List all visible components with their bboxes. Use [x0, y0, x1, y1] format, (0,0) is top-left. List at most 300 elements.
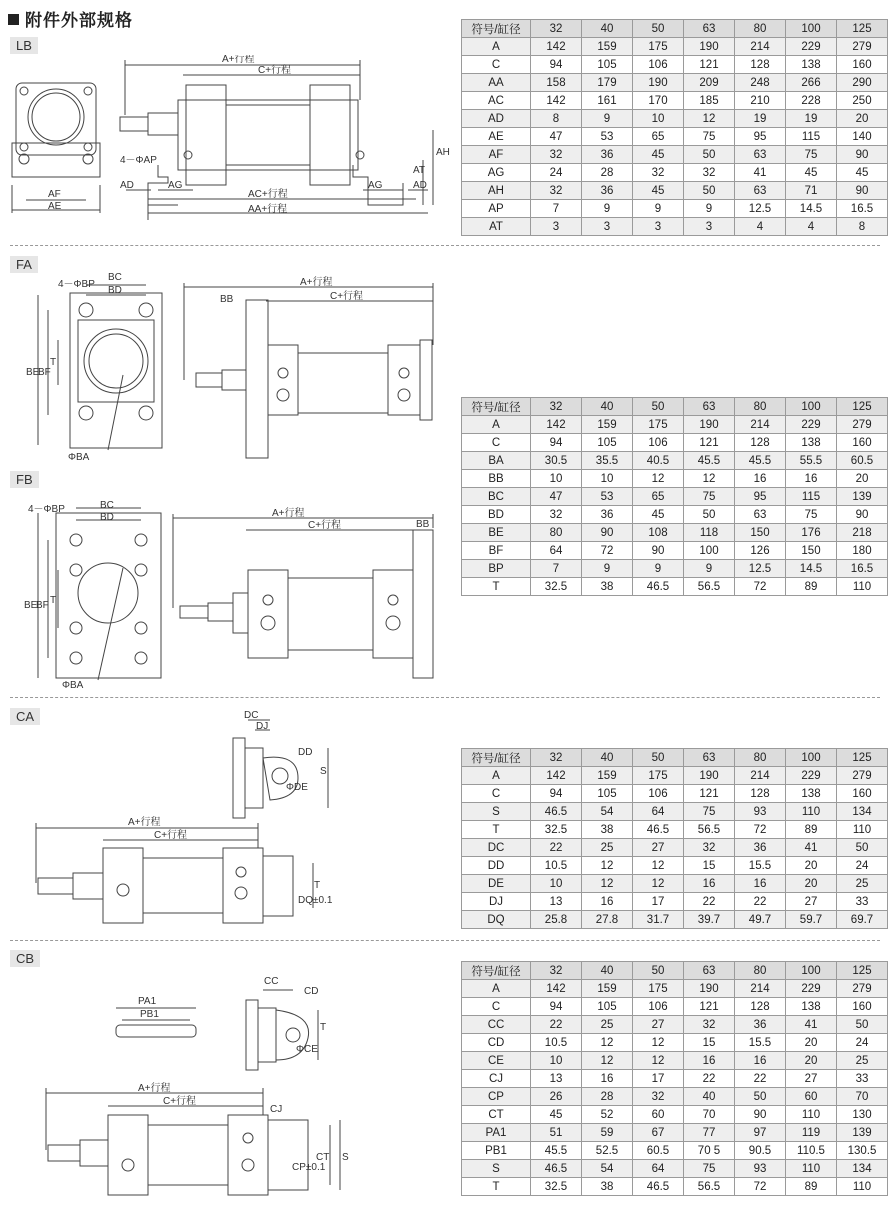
table-cell: 110.5 — [786, 1142, 837, 1160]
table-header-row — [462, 398, 888, 416]
table-cell: 290 — [837, 74, 888, 92]
table-cell: 32 — [633, 164, 684, 182]
table-cell: 12 — [633, 857, 684, 875]
table-cell: PB1 — [462, 1142, 531, 1160]
table-cell: 7 — [531, 200, 582, 218]
cb-dim-ce: ΦCE — [296, 1044, 318, 1055]
table-cell: 17 — [633, 1070, 684, 1088]
table-cell: BP — [462, 560, 531, 578]
table-cell: 279 — [837, 416, 888, 434]
table-cell: 20 — [786, 857, 837, 875]
table-header-cell: 符号/缸径 — [462, 962, 531, 980]
table-cell: 27.8 — [582, 911, 633, 929]
table-cell: 126 — [735, 542, 786, 560]
table-cell: 110 — [786, 1160, 837, 1178]
table-cell: C — [462, 998, 531, 1016]
table-cell: 56.5 — [684, 821, 735, 839]
table-cell: 50 — [684, 506, 735, 524]
table-cell: 38 — [582, 578, 633, 596]
table-cell: 41 — [786, 839, 837, 857]
table-cell: 59.7 — [786, 911, 837, 929]
table-header-cell: 80 — [735, 749, 786, 767]
fa-dim-a-stroke: A+行程 — [300, 277, 333, 288]
table-header-cell: 40 — [582, 962, 633, 980]
lb-dim-ad-left: AD — [120, 180, 134, 191]
fb-dim-bf: BF — [36, 600, 49, 611]
table-header-cell: 80 — [735, 20, 786, 38]
table-header-cell: 符号/缸径 — [462, 20, 531, 38]
table-cell: 105 — [582, 785, 633, 803]
table-cell: 24 — [531, 164, 582, 182]
fb-drawing — [8, 498, 453, 693]
table-cell: BD — [462, 506, 531, 524]
table-cell: A — [462, 38, 531, 56]
table-cell: 70 — [684, 1106, 735, 1124]
table-cell: 36 — [582, 182, 633, 200]
table-cell: 10 — [531, 1052, 582, 1070]
table-cell: 10 — [582, 470, 633, 488]
table-cell: 105 — [582, 998, 633, 1016]
table-cell: AC — [462, 92, 531, 110]
table-cell: BF — [462, 542, 531, 560]
table-header-cell: 32 — [531, 962, 582, 980]
table-cell: 16.5 — [837, 560, 888, 578]
table-cell: 159 — [582, 38, 633, 56]
table-cell: 175 — [633, 980, 684, 998]
table-header-cell: 100 — [786, 749, 837, 767]
table-cell: 10.5 — [531, 1034, 582, 1052]
fa-dim-bb: BB — [220, 294, 234, 305]
table-cell: 229 — [786, 980, 837, 998]
table-cell: 209 — [684, 74, 735, 92]
table-row — [462, 839, 888, 857]
table-cell: 106 — [633, 998, 684, 1016]
table-cell: 22 — [735, 1070, 786, 1088]
table-cell: S — [462, 803, 531, 821]
table-cell: 150 — [786, 542, 837, 560]
table-cell: AA — [462, 74, 531, 92]
ca-dim-t: T — [314, 880, 321, 891]
table-cell: 93 — [735, 1160, 786, 1178]
table-cell: 95 — [735, 128, 786, 146]
table-cell: 14.5 — [786, 200, 837, 218]
table-cell: 160 — [837, 998, 888, 1016]
cb-spec-table — [461, 961, 888, 1196]
table-cell: 139 — [837, 1124, 888, 1142]
table-cell: 218 — [837, 524, 888, 542]
table-cell: 16.5 — [837, 200, 888, 218]
table-header-cell: 符号/缸径 — [462, 749, 531, 767]
table-cell: 128 — [735, 785, 786, 803]
table-cell: 121 — [684, 785, 735, 803]
table-header-cell: 50 — [633, 20, 684, 38]
table-cell: 32.5 — [531, 1178, 582, 1196]
table-cell: 16 — [684, 1052, 735, 1070]
table-cell: 121 — [684, 56, 735, 74]
table-cell: 33 — [837, 893, 888, 911]
table-cell: 12 — [582, 875, 633, 893]
table-cell: CC — [462, 1016, 531, 1034]
table-cell: 41 — [786, 1016, 837, 1034]
table-cell: 12.5 — [735, 200, 786, 218]
table-cell: 64 — [633, 803, 684, 821]
cb-dim-cc: CC — [264, 976, 279, 987]
ca-dim-fde: ΦDE — [286, 782, 308, 793]
table-cell: 40 — [684, 1088, 735, 1106]
ca-dim-dc: DC — [244, 710, 259, 721]
fa-dim-ba: ΦBA — [68, 452, 90, 463]
table-header-cell: 125 — [837, 962, 888, 980]
table-cell: 60.5 — [837, 452, 888, 470]
table-header-cell: 50 — [633, 749, 684, 767]
table-cell: DC — [462, 839, 531, 857]
fb-dim-bc: BC — [100, 500, 114, 511]
table-row — [462, 1034, 888, 1052]
fb-dim-a-stroke: A+行程 — [272, 508, 305, 519]
table-cell: 50 — [684, 182, 735, 200]
table-cell: 24 — [837, 857, 888, 875]
table-cell: 15.5 — [735, 1034, 786, 1052]
table-cell: 142 — [531, 767, 582, 785]
table-cell: 40.5 — [633, 452, 684, 470]
ca-dim-dd: DD — [298, 747, 313, 758]
table-row — [462, 1088, 888, 1106]
lb-dim-ae: AE — [48, 201, 62, 212]
table-row — [462, 1070, 888, 1088]
table-cell: 175 — [633, 38, 684, 56]
ca-dim-dj: DJ — [256, 721, 269, 732]
table-cell: 27 — [633, 1016, 684, 1034]
table-cell: 12 — [684, 110, 735, 128]
table-cell: 46.5 — [633, 1178, 684, 1196]
table-cell: 46.5 — [531, 1160, 582, 1178]
table-cell: 159 — [582, 980, 633, 998]
table-cell: 45 — [633, 182, 684, 200]
table-cell: 10 — [531, 875, 582, 893]
table-cell: 130.5 — [837, 1142, 888, 1160]
table-cell: 214 — [735, 416, 786, 434]
table-header-cell: 40 — [582, 749, 633, 767]
table-header-cell: 125 — [837, 20, 888, 38]
table-cell: 69.7 — [837, 911, 888, 929]
table-cell: 142 — [531, 980, 582, 998]
table-cell: 50 — [735, 1088, 786, 1106]
ca-dim-a-stroke: A+行程 — [128, 817, 161, 828]
table-cell: 94 — [531, 434, 582, 452]
table-cell: 8 — [837, 218, 888, 236]
table-cell: CD — [462, 1034, 531, 1052]
table-cell: 134 — [837, 1160, 888, 1178]
table-cell: 56.5 — [684, 578, 735, 596]
table-cell: 190 — [684, 767, 735, 785]
table-cell: 75 — [786, 506, 837, 524]
table-cell: BE — [462, 524, 531, 542]
cb-dim-ct: CT — [316, 1152, 330, 1163]
fb-dim-bb: BB — [416, 519, 430, 530]
table-cell: 95 — [735, 488, 786, 506]
table-header-cell: 63 — [684, 749, 735, 767]
table-cell: 279 — [837, 38, 888, 56]
divider — [10, 697, 880, 698]
table-cell: C — [462, 785, 531, 803]
fb-spec-table — [461, 397, 888, 596]
lb-dim-ac-stroke: AC+行程 — [248, 189, 288, 200]
table-row — [462, 1142, 888, 1160]
table-cell: 14.5 — [786, 560, 837, 578]
table-row — [462, 128, 888, 146]
table-cell: 9 — [684, 200, 735, 218]
fb-dim-t: T — [50, 595, 57, 606]
table-cell: 45 — [786, 164, 837, 182]
table-cell: 115 — [786, 128, 837, 146]
table-cell: 190 — [633, 74, 684, 92]
table-cell: T — [462, 578, 531, 596]
table-row — [462, 146, 888, 164]
table-header-cell: 40 — [582, 20, 633, 38]
fa-dim-bd: BD — [108, 285, 122, 296]
table-header-cell: 符号/缸径 — [462, 398, 531, 416]
table-cell: 175 — [633, 416, 684, 434]
table-cell: 32.5 — [531, 578, 582, 596]
table-cell: 142 — [531, 38, 582, 56]
section-label-fa: FA — [10, 256, 38, 273]
table-header-cell: 125 — [837, 398, 888, 416]
table-cell: 54 — [582, 1160, 633, 1178]
table-cell: 12 — [582, 1034, 633, 1052]
table-cell: 115 — [786, 488, 837, 506]
table-cell: 214 — [735, 980, 786, 998]
table-cell: A — [462, 416, 531, 434]
table-cell: 138 — [786, 998, 837, 1016]
table-cell: 49.7 — [735, 911, 786, 929]
table-cell: 121 — [684, 434, 735, 452]
table-cell: AH — [462, 182, 531, 200]
lb-dim-aa-stroke: AA+行程 — [248, 204, 288, 215]
table-cell: C — [462, 56, 531, 74]
cb-dim-a-stroke: A+行程 — [138, 1083, 171, 1094]
table-cell: 22 — [531, 839, 582, 857]
table-cell: T — [462, 821, 531, 839]
table-cell: 22 — [531, 1016, 582, 1034]
fb-dim-bp: 4－ΦBP — [28, 504, 65, 515]
table-cell: 160 — [837, 434, 888, 452]
table-cell: 150 — [735, 524, 786, 542]
table-cell: 32 — [531, 182, 582, 200]
table-header-cell: 50 — [633, 398, 684, 416]
table-cell: 180 — [837, 542, 888, 560]
table-cell: 106 — [633, 434, 684, 452]
table-cell: 140 — [837, 128, 888, 146]
table-cell: 64 — [633, 1160, 684, 1178]
table-cell: 32 — [531, 146, 582, 164]
table-cell: 33 — [837, 1070, 888, 1088]
table-cell: 72 — [582, 542, 633, 560]
table-cell: 27 — [786, 893, 837, 911]
table-cell: 30.5 — [531, 452, 582, 470]
table-cell: 27 — [633, 839, 684, 857]
table-cell: 175 — [633, 767, 684, 785]
ca-dim-c-stroke: C+行程 — [154, 830, 188, 841]
table-cell: 32 — [684, 1016, 735, 1034]
table-header-cell: 100 — [786, 962, 837, 980]
table-row — [462, 980, 888, 998]
table-cell: 15 — [684, 1034, 735, 1052]
table-cell: 134 — [837, 803, 888, 821]
table-cell: AG — [462, 164, 531, 182]
table-cell: 45 — [531, 1106, 582, 1124]
fa-dim-c-stroke: C+行程 — [330, 291, 364, 302]
table-header-cell: 32 — [531, 749, 582, 767]
table-cell: 229 — [786, 38, 837, 56]
table-cell: 22 — [684, 893, 735, 911]
table-cell: 36 — [735, 839, 786, 857]
table-row — [462, 542, 888, 560]
table-row — [462, 1178, 888, 1196]
fa-dim-bf: BF — [38, 367, 51, 378]
table-row — [462, 875, 888, 893]
table-cell: 56.5 — [684, 1178, 735, 1196]
table-cell: 89 — [786, 1178, 837, 1196]
lb-dim-ah: AH — [436, 147, 450, 158]
table-cell: 20 — [786, 875, 837, 893]
table-cell: 32 — [633, 1088, 684, 1106]
table-cell: 12 — [582, 1052, 633, 1070]
fb-dim-c-stroke: C+行程 — [308, 520, 342, 531]
table-cell: 3 — [582, 218, 633, 236]
table-cell: 45 — [837, 164, 888, 182]
section-label-fb: FB — [10, 471, 39, 488]
table-cell: 94 — [531, 998, 582, 1016]
table-cell: 160 — [837, 56, 888, 74]
fa-dim-be: BE — [26, 367, 40, 378]
table-cell: 47 — [531, 128, 582, 146]
table-cell: 214 — [735, 767, 786, 785]
table-cell: 53 — [582, 488, 633, 506]
table-cell: 45.5 — [735, 452, 786, 470]
table-cell: 3 — [633, 218, 684, 236]
table-cell: 19 — [786, 110, 837, 128]
table-cell: 16 — [735, 470, 786, 488]
table-cell: 130 — [837, 1106, 888, 1124]
table-row — [462, 92, 888, 110]
table-row — [462, 416, 888, 434]
table-cell: 22 — [735, 893, 786, 911]
table-cell: 50 — [837, 839, 888, 857]
table-row — [462, 821, 888, 839]
fa-drawing — [8, 265, 453, 465]
table-cell: 35.5 — [582, 452, 633, 470]
section-label-ca: CA — [10, 708, 40, 725]
table-row — [462, 434, 888, 452]
table-cell: 128 — [735, 998, 786, 1016]
table-cell: AP — [462, 200, 531, 218]
table-cell: 279 — [837, 767, 888, 785]
table-cell: 9 — [633, 560, 684, 578]
table-cell: 28 — [582, 1088, 633, 1106]
table-row — [462, 911, 888, 929]
table-header-cell: 63 — [684, 20, 735, 38]
table-row — [462, 785, 888, 803]
table-cell: 67 — [633, 1124, 684, 1142]
table-cell: 16 — [786, 470, 837, 488]
table-cell: 138 — [786, 56, 837, 74]
lb-dim-af: AF — [48, 189, 61, 200]
table-cell: 105 — [582, 56, 633, 74]
table-cell: 53 — [582, 128, 633, 146]
table-row — [462, 560, 888, 578]
table-cell: 75 — [786, 146, 837, 164]
table-cell: 190 — [684, 416, 735, 434]
table-cell: 71 — [786, 182, 837, 200]
table-row — [462, 506, 888, 524]
table-cell: 229 — [786, 767, 837, 785]
table-cell: 118 — [684, 524, 735, 542]
table-cell: 15.5 — [735, 857, 786, 875]
table-cell: 190 — [684, 38, 735, 56]
table-cell: 16 — [735, 875, 786, 893]
cb-dim-pa1: PA1 — [138, 996, 157, 1007]
table-cell: 106 — [633, 56, 684, 74]
cb-dim-c-stroke: C+行程 — [163, 1096, 197, 1107]
table-cell: 20 — [786, 1052, 837, 1070]
table-header-cell: 80 — [735, 962, 786, 980]
table-row — [462, 56, 888, 74]
table-cell: 160 — [837, 785, 888, 803]
table-row — [462, 470, 888, 488]
table-cell: 159 — [582, 416, 633, 434]
table-cell: CE — [462, 1052, 531, 1070]
table-cell: A — [462, 767, 531, 785]
lb-dim-at: AT — [413, 165, 426, 176]
table-cell: 3 — [531, 218, 582, 236]
table-cell: 59 — [582, 1124, 633, 1142]
table-row — [462, 1124, 888, 1142]
table-row — [462, 578, 888, 596]
table-cell: 22 — [684, 1070, 735, 1088]
page-title-text: 附件外部规格 — [25, 11, 133, 31]
table-cell: 142 — [531, 416, 582, 434]
table-cell: 52.5 — [582, 1142, 633, 1160]
table-cell: 110 — [786, 803, 837, 821]
table-cell: 15 — [684, 857, 735, 875]
table-cell: 12 — [582, 857, 633, 875]
table-cell: A — [462, 980, 531, 998]
table-cell: 54 — [582, 803, 633, 821]
table-cell: DE — [462, 875, 531, 893]
table-cell: 32 — [684, 839, 735, 857]
table-cell: 16 — [582, 1070, 633, 1088]
table-cell: 65 — [633, 488, 684, 506]
divider — [10, 245, 880, 246]
table-header-row — [462, 962, 888, 980]
table-cell: 12 — [684, 470, 735, 488]
table-cell: 100 — [684, 542, 735, 560]
table-cell: 63 — [735, 146, 786, 164]
table-row — [462, 1106, 888, 1124]
table-cell: 13 — [531, 1070, 582, 1088]
table-cell: 75 — [684, 488, 735, 506]
table-cell: 16 — [582, 893, 633, 911]
table-cell: 228 — [786, 92, 837, 110]
table-cell: 94 — [531, 56, 582, 74]
table-cell: 24 — [837, 1034, 888, 1052]
table-row — [462, 74, 888, 92]
table-header-cell: 100 — [786, 20, 837, 38]
table-header-row — [462, 749, 888, 767]
section-label-cb: CB — [10, 950, 40, 967]
table-cell: 51 — [531, 1124, 582, 1142]
table-header-cell: 63 — [684, 962, 735, 980]
